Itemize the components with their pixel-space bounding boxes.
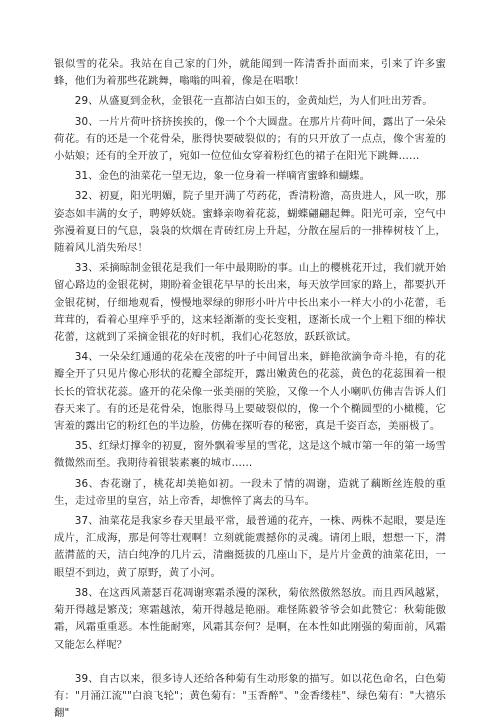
paragraph-35: 35、红绿灯撑伞的初夏，窗外飘着零星的雪花，这是这个城市第一年的第一场雪微微然而至。我期待着银装素裹的城市…… [54,440,446,470]
paragraph-36: 36、杏花谢了，桃花却美艳如初。一段未了情的凋谢，造就了藕断丝连般的重生，走过帝里的皇宫，站上帝香，却憔悴了离去的马车。 [54,477,446,507]
paragraph-34: 34、一朵朵红通通的花朵在茂密的叶子中间冒出来，鲜艳欲滴争奇斗艳，有的花瓣全开了只见片像心形状的花瓣全部绽开，露出嫩黄色的花蕊，黄色的花蕊围着一根长长的管状花蕊。盛开的花朵像一张美丽的笑脸，又像一个人小喇叭仿佛吉告诉人们春天来了。有的还是花骨朵，饱胀得马上要破裂似的，像一个个椭圆型的小橄榄，它害羞的露出它的粉红色的半边脸，仿佛在探听春的秘密，真是千姿百态，美丽极了。 [54,351,446,433]
page-break-gap [54,657,446,671]
paragraph-30: 30、一片片荷叶挤挤挨挨的，像一个个大圆盘。在那片片荷叶间，露出了一朵朵荷花。有的还是一个花骨朵，胀得快要破裂似的；有的只开放了一点点，像个害羞的小姑娘；还有的全开放了，宛如一位位仙女穿着粉红色的裙子在阳光下跳舞…… [54,115,446,163]
paragraph-32: 32、初夏，阳光明媚，院子里开满了芍药花，香清粉澹，高贵进人，风一吹，那姿态如丰满的女子，聘婷妖娆。蜜蜂亲吻着花蕊，蝴蝶翩翩起舞。阳光可亲，空气中弥漫着夏日的气息，袅袅的炊烟在青砖红房上升起，分散在屋后的一排棒树枝丫上，随着风儿消失殆尽！ [54,190,446,255]
paragraph-29: 29、从盛夏到金秋，金银花一直都洁白如玉的，金黄灿烂，为人们吐出芳香。 [74,95,433,108]
paragraph-37: 37、油菜花是我家乡春天里最平常，最普通的花卉，一株、两株不起眼，要是连成片，汇成海，那是何等壮观啊！立刻就能震撼你的灵魂。请闭上眼，想想一下，潸蓝潸蓝的天，洁白纯净的几片云，清幽挺拔的几座山下，是片片金黄的油菜花田，一眼望不到边，黄了原野，黄了小河。 [54,515,446,579]
paragraph-28-continued: 银似雪的花朵。我站在自己家的门外，就能闻到一阵清香扑面而来，引来了许多蜜蜂，他们为着那些花跳舞，嗡嗡的叫着，像是在唱歌！ [54,58,446,88]
paragraph-33: 33、采摘晾制金银花是我们一年中最期盼的事。山上的樱桃花开过，我们就开始留心路边的金银花树，期盼着金银花早早的长出来，每天放学回家的路上，都要扒开金银花树，仔细地观看，慢慢地翠绿的卵形小叶片中长出来小一样大小的小花蕾，毛茸茸的，看着心里痒乎乎的，这来轻渐渐的变长变粗，逐渐长成一个上粗下细的棒状花蕾，这就到了采摘金银花的好时机，我们心花怒放，跃跃欲试。 [54,262,446,344]
paragraph-39: 39、自古以来，很多诗人还给各种菊有生动形象的描写。如以花色命名，白色菊有："月涌江流""白浪飞轮"；黄色菊有："玉香醉"、"金香缕桂"、绿色菊有："大禧乐翻" [54,672,446,720]
paragraph-31: 31、金色的油菜花一望无边，象一位身着一样嘀宵蜜蜂和蝴蝶。 [74,170,371,183]
paragraph-38: 38、在这西风萧瑟百花凋谢寒霜杀漫的深秋，菊依然傲然怒放。而且西风越紧，菊开得越是繁茂；寒霜越浓，菊开得越是艳丽。难怪陈毅爷爷会如此赞它：秋菊能傲霜，风霜重重恶。本性能耐寒，风霜其奈何？是啊，在本性如此刚强的菊面前，风霜又能怎么样呢？ [54,586,446,651]
